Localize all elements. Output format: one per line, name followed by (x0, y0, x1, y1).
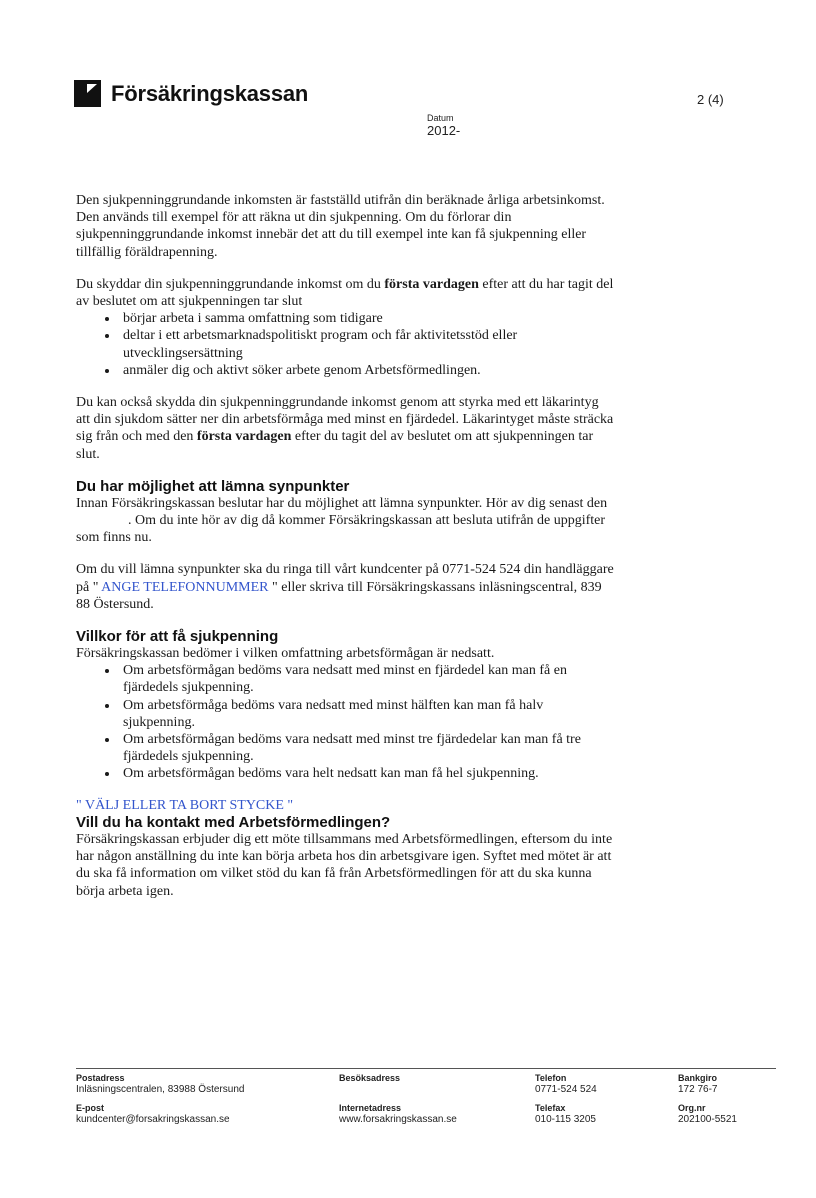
footer-value: 172 76-7 (678, 1084, 718, 1095)
select-paragraph-placeholder[interactable]: " VÄLJ ELLER TA BORT STYCKE " (76, 797, 294, 813)
footer-telefon (535, 1073, 597, 1096)
paragraph-text: Om du vill lämna synpunkter ska du ringa till vårt kundcenter på 0771-524 524 din handläggare på " (76, 562, 614, 595)
footer-website-link[interactable]: www.forsakringskassan.se (339, 1114, 457, 1125)
paragraph-text: " eller skriva till Försäkringskassans inläsningscentral, 839 88 Östersund. (76, 579, 602, 612)
heading-synpunkter: Du har möjlighet att lämna synpunkter (76, 477, 350, 495)
paragraph-text: Du kan också skydda din sjukpenninggrundande inkomst genom att styrka med ett läkarintyg att din sjukdom sätter ner din arbetsförmåga med minst en fjärdedel. Läkarintyget måste sträcka sig från och med den (76, 395, 614, 445)
footer-label: Besöksadress (339, 1073, 401, 1083)
footer-value: 0771-524 524 (535, 1084, 597, 1095)
footer-bankgiro (678, 1073, 717, 1096)
footer-label: Bankgiro (678, 1073, 718, 1083)
footer-telefax (535, 1103, 596, 1126)
list-item: • Om arbetsförmågan bedöms vara nedsatt med minst tre fjärdedelar kan man få tre fjärdedels sjukpenning. (119, 731, 616, 765)
page-number: 2 (4) (697, 92, 724, 107)
date-label: Datum (427, 113, 454, 123)
list-item: • anmäler dig och aktivt söker arbete genom Arbetsförmedlingen. (119, 362, 616, 379)
paragraph-contact (76, 561, 616, 613)
footer-epost (76, 1103, 230, 1126)
protect-sgi-list (76, 310, 616, 379)
list-item: • Om arbetsförmågan bedöms vara nedsatt med minst en fjärdedel kan man få en fjärdedels sjukpenning. (119, 662, 616, 696)
paragraph-medical-certificate (76, 394, 616, 463)
footer-label: E-post (76, 1103, 104, 1113)
heading-villkor: Villkor för att få sjukpenning (76, 628, 279, 646)
footer-label: Telefon (535, 1073, 567, 1083)
paragraph-text: Innan Försäkringskassan beslutar har du möjlighet att lämna synpunkter. Hör av dig senast den (76, 495, 608, 511)
paragraph-kontakt: Försäkringskassan erbjuder dig ett möte tillsammans med Arbetsförmedlingen, eftersom du inte har någon anställning du inte kan börja arbeta hos din arbetsgivare igen. Syftet med mötet är att du ska få information om vilket stöd du kan få från Arbetsförmedlingen för att du ska kunna börja arbeta igen. (76, 831, 613, 899)
paragraph-sgi-definition: Den sjukpenninggrundande inkomsten är fastställd utifrån din beräknade årliga arbetsinkomst. Den används till exempel för att räkna ut din sjukpenning. Om du förlorar din sjukpenninggrundande inkomst innebär det att du till exempel inte kan få sjukpenning eller tillfällig föräldrapenning. (76, 193, 605, 260)
heading-kontakt-arbetsformedlingen: Vill du ha kontakt med Arbetsförmedlingen? (76, 813, 391, 831)
footer-label: Internetadress (339, 1103, 402, 1113)
villkor-list (76, 662, 616, 782)
paragraph-text: efter du tagit del av beslutet om att sjukpenningen tar slut. (76, 429, 594, 462)
logo-text: Försäkringskassan (111, 80, 309, 106)
footer-value: 010-115 3205 (535, 1114, 596, 1125)
footer-orgnr (678, 1103, 737, 1126)
footer-label: Org.nr (678, 1103, 706, 1113)
forsakringskassan-logo-icon (74, 80, 101, 107)
paragraph-text: Du skyddar din sjukpenninggrundande inkomst om du (76, 276, 385, 292)
emphasis-first-weekday: första vardagen (196, 429, 292, 445)
list-item: • börjar arbeta i samma omfattning som tidigare (119, 310, 616, 327)
footer-email-link[interactable]: kundcenter@forsakringskassan.se (76, 1114, 230, 1125)
list-item: • deltar i ett arbetsmarknadspolitiskt program och får aktivitetsstöd eller utvecklingsersättning (119, 327, 616, 361)
paragraph-text: efter att du har tagit del av beslutet om att sjukpenningen tar slut (76, 276, 614, 310)
footer-besoksadress (339, 1073, 400, 1084)
paragraph-synpunkter (76, 495, 616, 547)
paragraph-protect-sgi (76, 276, 616, 310)
footer-label: Postadress (76, 1073, 125, 1083)
date-value: 2012- (427, 123, 461, 138)
emphasis-first-weekday: första vardagen (384, 276, 479, 292)
paragraph-villkor-intro: Försäkringskassan bedömer i vilken omfattning arbetsförmågan är nedsatt. (76, 646, 495, 662)
footer-label: Telefax (535, 1103, 566, 1113)
phone-placeholder-field[interactable]: ANGE TELEFONNUMMER (98, 579, 273, 595)
footer-postadress (76, 1073, 244, 1096)
footer-value: 202100-5521 (678, 1114, 737, 1125)
paragraph-text: . Om du inte hör av dig då kommer Försäkringskassan att besluta utifrån de uppgifter som finns nu. (76, 513, 606, 546)
letter-footer (76, 1068, 776, 1125)
list-item: • Om arbetsförmåga bedöms vara nedsatt med minst hälften kan man få halv sjukpenning. (119, 697, 616, 731)
footer-value: Inläsningscentralen, 83988 Östersund (76, 1084, 245, 1095)
footer-internetadress (339, 1103, 457, 1126)
logo (74, 80, 308, 107)
letter-body (76, 192, 616, 915)
list-item: • Om arbetsförmågan bedöms vara helt nedsatt kan man få hel sjukpenning. (119, 765, 616, 782)
